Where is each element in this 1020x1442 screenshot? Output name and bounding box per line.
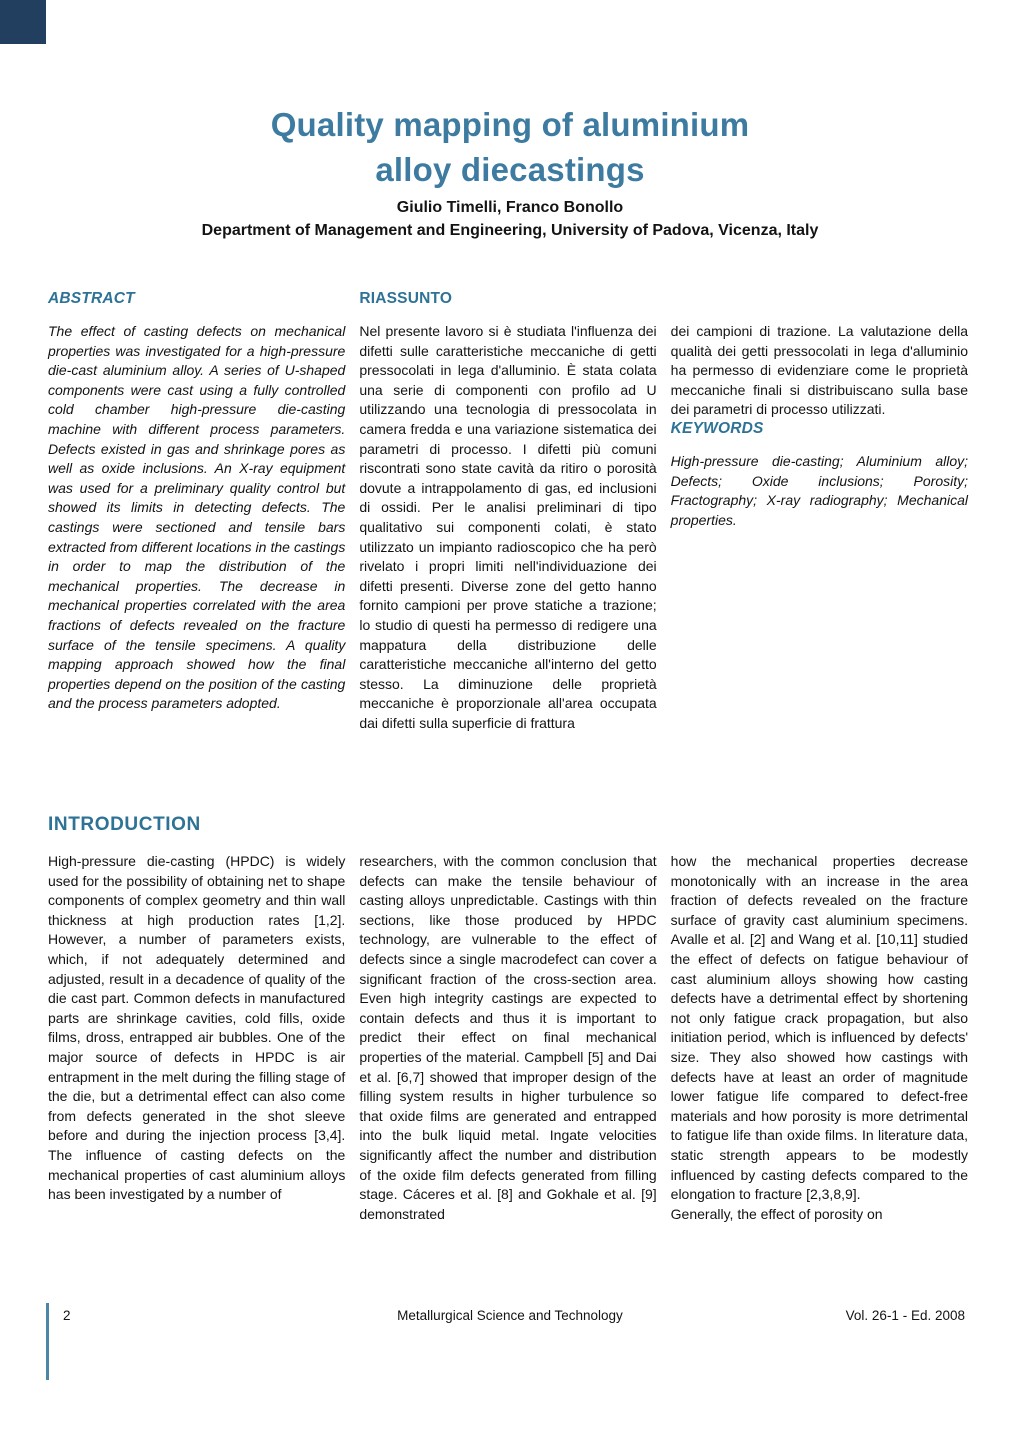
introduction-column-1 [48, 852, 345, 1224]
introduction-section [48, 852, 968, 1224]
abstract-body: The effect of casting defects on mechanical properties was investigated for a high-pressure die-cast aluminium alloy. A series of U-shaped components were cast using a fully controlled cold chamber high-pressure die-casting machine with different process parameters. Defects existed in gas and shrinkage pores as well as oxide inclusions. An X-ray equipment was used for a preliminary quality control but showed its limits in detecting defects. The castings were sectioned and tensile bars extracted from different locations in the castings in order to map the distribution of the mechanical properties. The decrease in mechanical properties correlated with the area fractions of defects revealed on the fracture surface of the tensile specimens. A quality mapping approach showed how the final properties depend on the position of the casting and the process parameters adopted. [48, 323, 346, 712]
abstract-heading: ABSTRACT [48, 290, 135, 307]
riassunto-continuation: dei campioni di trazione. La valutazione della qualità dei getti pressocolati in lega d'alluminio ha permesso di evidenziare come le proprietà meccaniche finali si distribuiscano sulla base dei parametri di processo utilizzati. [670, 323, 968, 418]
riassunto-continuation-column [671, 290, 968, 733]
riassunto-body: Nel presente lavoro si è studiata l'influenza dei difetti sulle caratteristiche meccaniche di getti pressocolati in lega d'alluminio. È stata colata una serie di componenti con profilo ad U utilizzando una tecnologia di pressocolata in camera fredda e una variazione sistematica dei parametri di processo. I difetti più comuni riscontrati sono state cavità da ritiro o porosità dovute a intrappolamento di gas, ed inclusioni di ossidi. Per le analisi preliminari di tipo qualitativo sui componenti colati, è stato utilizzato un impianto radioscopico che ha però rivelato i propri limiti nell'individuazione dei difetti presenti. Diverse zone del getto hanno fornito campioni per prove statiche a trazione; lo studio di questi ha permesso di redigere una mappatura della distribuzione delle caratteristiche meccaniche all'interno del getto stesso. La diminuzione delle proprietà meccaniche è proporzionale all'area occupata dai difetti sulla superficie di frattura [359, 323, 657, 731]
abstract-column [48, 290, 345, 733]
paper-title [0, 102, 1020, 192]
footer-volume-edition: Vol. 26-1 - Ed. 2008 [845, 1308, 965, 1323]
keywords-heading: KEYWORDS [670, 419, 764, 437]
paper-title-line-2: alloy diecastings [375, 151, 645, 189]
paper-title-line-1: Quality mapping of aluminium [270, 106, 750, 144]
footer-journal-name: Metallurgical Science and Technology [397, 1308, 623, 1323]
affiliation: Department of Management and Engineering, University of Padova, Vicenza, Italy [201, 222, 819, 239]
introduction-col2-text: researchers, with the common conclusion that defects can make the tensile behaviour of casting alloys unpredictable. Castings with thin sections, like those produced by HPDC technology, are vulnerable to the effect of defects since a single macrodefect can cover a significant fraction of the cross-section area. Even high integrity castings are expected to contain defects and thus it is important to predict their effect on final mechanical properties of the material. Campbell [5] and Dai et al. [6,7] showed that improper design of the filling system results in higher turbulence so that oxide films are generated and entrapped into the bulk liquid metal. Ingate velocities significantly affect the number and distribution of the oxide film defects generated from filling stage. Cáceres et al. [8] and Gokhale et al. [9] demonstrated [359, 853, 657, 1222]
riassunto-column [359, 290, 656, 733]
corner-accent-square [0, 0, 46, 44]
abstract-section [48, 290, 968, 733]
keywords-body: High-pressure die-casting; Aluminium alloy; Defects; Oxide inclusions; Porosity; Fractography; X-ray radiography; Mechanical properties. [670, 452, 968, 528]
introduction-col1-text: High-pressure die-casting (HPDC) is widely used for the possibility of obtaining net to shape components of complex geometry and thin wall thickness at high production rates [1,2]. However, a number of parameters exists, which, if not adequately determined and adjusted, result in a decadence of quality of the die cast part. Common defects in manufactured parts are shrinkage cavities, cold fills, oxide films, dross, entrapped air bubbles. One of the major source of defects in HPDC is air entrapment in the melt during the filling stage of the die, but a detrimental effect can also come from defects generated in the shot sleeve before and during the injection process [3,4]. The influence of casting defects on the mechanical properties of cast aluminium alloys has been investigated by a number of [48, 853, 346, 1203]
introduction-col3-paragraph-2: Generally, the effect of porosity on [670, 1205, 883, 1222]
introduction-column-2 [359, 852, 656, 1224]
authors-block [0, 196, 1020, 242]
introduction-column-3 [671, 852, 968, 1224]
introduction-heading: INTRODUCTION [48, 814, 201, 835]
footer-page-number: 2 [63, 1308, 71, 1323]
riassunto-heading: RIASSUNTO [359, 290, 453, 307]
authors: Giulio Timelli, Franco Bonollo [396, 199, 624, 216]
introduction-col3-paragraph-1: how the mechanical properties decrease monotonically with an increase in the area fraction of defects revealed on the fracture surface of gravity cast aluminium specimens. Avalle et al. [2] and Wang et al. [10,11] studied the effect of defects on fatigue behaviour of cast aluminium alloys showing how casting defects have a detrimental effect by shortening not only fatigue crack propagation, but also initiation period, which is influenced by defects' size. They also showed how castings with defects have at least an order of magnitude lower fatigue life compared to defect-free materials and how porosity is more detrimental to fatigue life than oxide films. In literature data, static strength appears to be modestly influenced by casting defects compared to the elongation to fracture [2,3,8,9]. [670, 853, 968, 1203]
